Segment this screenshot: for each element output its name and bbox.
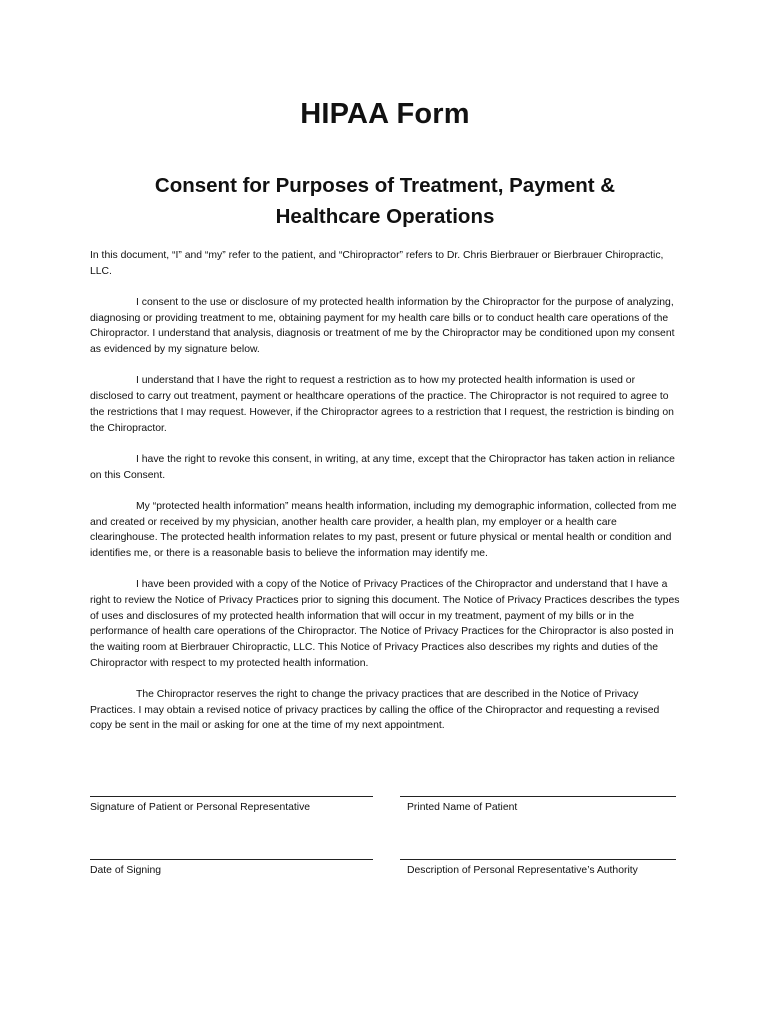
representative-authority-label: Description of Personal Representative’s Authority (407, 865, 638, 876)
patient-signature-label: Signature of Patient or Personal Representative (90, 802, 311, 813)
patient-signature-line[interactable] (90, 796, 373, 797)
consent-body (90, 248, 680, 750)
printed-name-line[interactable] (400, 796, 676, 797)
consent-paragraph: I consent to the use or disclosure of my protected health information by the Chiropractor for the purpose of analyzing, diagnosing or providing treatment to me, obtaining payment for my health care bills or to conduct health care operations of the Chiropractor. I understand that analysis, diagnosis or treatment of me by the Chiropractor may be conditioned upon my consent as evidenced by my signature below. (90, 297, 675, 356)
restriction-paragraph: I understand that I have the right to request a restriction as to how my protected health information is used or disclosed to carry out treatment, payment or healthcare operations of the practice. The Chiropractor is not required to agree to the restrictions that I may request. However, if the Chiropractor agrees to a restriction that I request, the restriction is binding on the Chiropractor. (90, 375, 674, 434)
date-of-signing-line[interactable] (90, 859, 373, 860)
document-title: HIPAA Form (300, 98, 470, 130)
phi-definition-paragraph: My “protected health information” means health information, including my demographic information, collected from me and created or received by my physician, another health care provider, a health plan, my employer or a health care clearinghouse. The protected health information relates to my past, present or future physical or mental health or condition and identifies me, or there is a reasonable basis to believe the information may identify me. (90, 500, 677, 559)
revocation-paragraph: I have the right to revoke this consent, in writing, at any time, except that the Chiropractor has taken action in reliance on this Consent. (90, 453, 675, 481)
representative-authority-line[interactable] (400, 859, 676, 860)
date-of-signing-label: Date of Signing (90, 865, 162, 876)
practice-changes-paragraph: The Chiropractor reserves the right to change the privacy practices that are described in the Notice of Privacy Practices. I may obtain a revised notice of privacy practices by calling the office of the Chiropractor and requesting a revised copy be sent in the mail or asking for one at the time of my next appointment. (90, 689, 660, 732)
privacy-notice-paragraph: I have been provided with a copy of the Notice of Privacy Practices of the Chiropractor and understand that I have a right to review the Notice of Privacy Practices prior to signing this document. The Notice of Privacy Practices describes the types of uses and disclosures of my protected health information that will occur in my treatment, payment of my bills or in the performance of health care operations of the Chiropractor. The Notice of Privacy Practices for the Chiropractor is also posted in the waiting room at Bierbrauer Chiropractic, LLC. This Notice of Privacy Practices also describes my rights and duties of the Chiropractor with respect to my protected health information. (90, 579, 680, 669)
document-subtitle: Consent for Purposes of Treatment, Payment & Healthcare Operations (154, 174, 616, 228)
definitions-paragraph: In this document, “I” and “my” refer to the patient, and “Chiropractor” refers to Dr. Chris Bierbrauer or Bierbrauer Chiropractic, LLC. (90, 250, 664, 277)
printed-name-label: Printed Name of Patient (407, 802, 518, 813)
